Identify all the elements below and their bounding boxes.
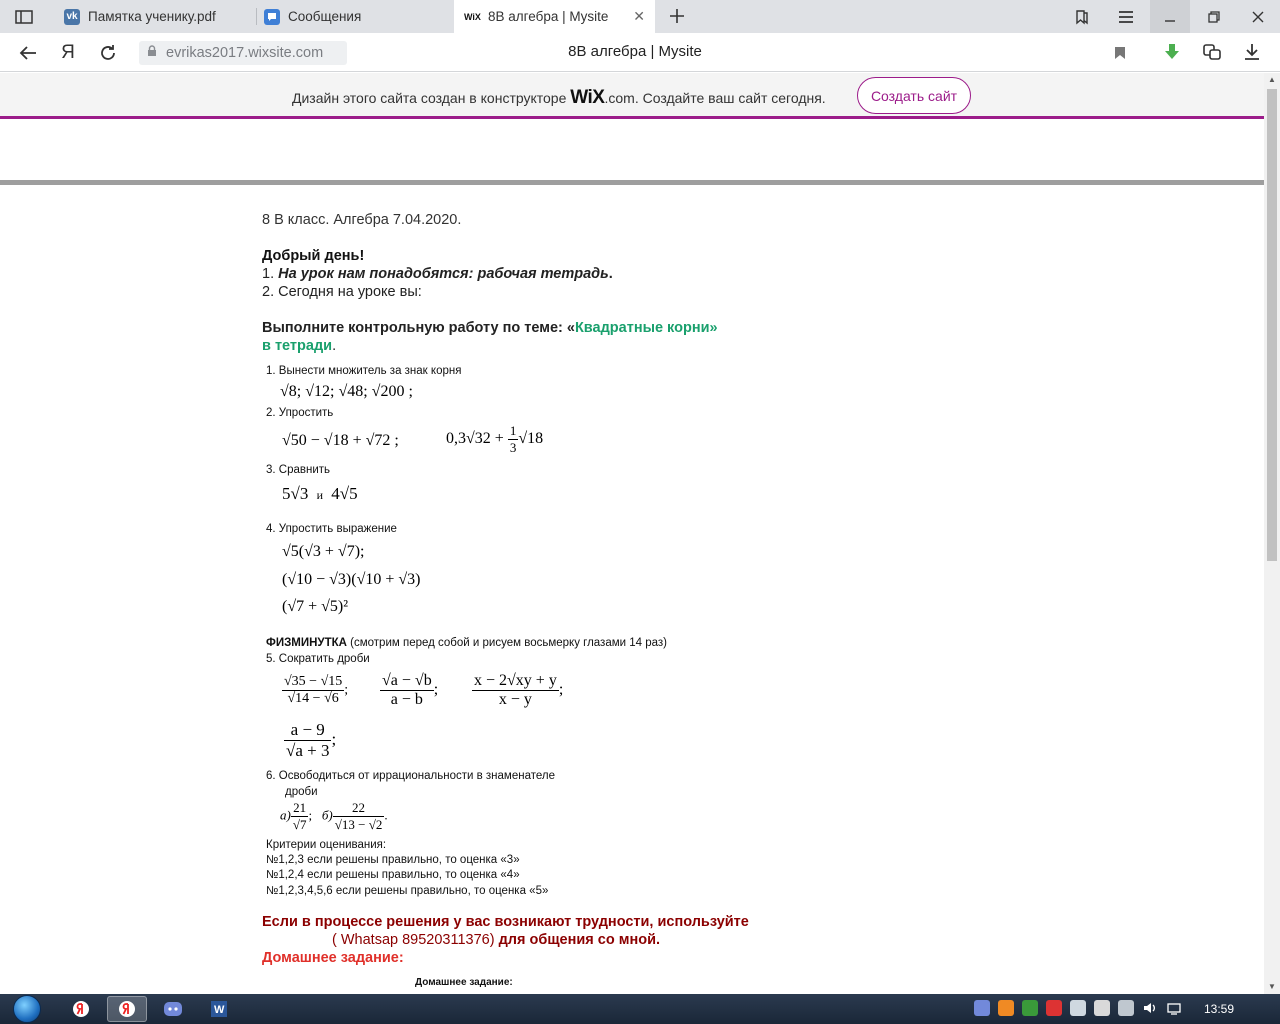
network-icon[interactable]	[1166, 1000, 1182, 1016]
task-topic: Квадратные корни»	[574, 320, 718, 336]
scroll-up-icon[interactable]: ▲	[1268, 75, 1276, 84]
page-title: 8В алгебра | Mysite	[568, 43, 702, 60]
criteria-title: Критерии оценивания:	[266, 839, 387, 851]
task-line-2-end: .	[332, 338, 337, 354]
question-6: 6. Освободиться от иррациональности в знаменателе	[266, 770, 555, 782]
task-prefix: Выполните контрольную работу по теме: «	[262, 320, 575, 336]
question-1: 1. Вынести множитель за знак корня	[266, 365, 462, 377]
fraction-denominator: x − y	[472, 690, 559, 709]
wix-banner-text	[292, 87, 826, 109]
task-line	[262, 320, 718, 336]
tray-app-icon[interactable]	[998, 1000, 1014, 1016]
tab-bar	[0, 0, 1280, 33]
menu-icon[interactable]	[1115, 6, 1137, 28]
tab-messages[interactable]	[260, 0, 455, 33]
taskbar	[0, 994, 1280, 1024]
tab-title: Сообщения	[288, 9, 362, 24]
taskbar-discord-icon[interactable]	[153, 996, 193, 1022]
windows-logo-icon	[13, 995, 41, 1023]
close-tab-icon[interactable]: ✕	[633, 8, 645, 24]
question-1-math: √8; √12; √48; √200 ;	[280, 383, 413, 400]
taskbar-clock[interactable]: 13:59	[1204, 1002, 1235, 1016]
fraction-numerator: √a − √b	[382, 672, 432, 689]
fraction	[291, 800, 309, 833]
fraction-denominator: 3	[509, 440, 517, 455]
fraction-numerator: 1	[509, 423, 517, 438]
fraction-denominator: a − b	[380, 690, 434, 709]
bookmark-icon[interactable]	[1110, 43, 1130, 63]
bookmarks-panel-icon[interactable]	[1071, 6, 1093, 28]
taskbar-yandex-icon[interactable]	[61, 996, 101, 1022]
fraction-numerator: x − 2√xy + y	[474, 672, 557, 689]
scroll-down-icon[interactable]: ▼	[1268, 982, 1276, 991]
tray-monitor-icon[interactable]	[1022, 1000, 1038, 1016]
tray-cloud-icon[interactable]	[1070, 1000, 1086, 1016]
help-line-1: Если в процессе решения у вас возникают трудности, используйте	[262, 914, 749, 930]
question-3-left: 5√3	[282, 484, 309, 503]
greeting: Добрый день!	[262, 248, 365, 264]
volume-icon[interactable]	[1142, 1000, 1158, 1016]
tab-divider	[256, 8, 257, 25]
help-phone: ( Whatsap 89520311376)	[332, 932, 495, 948]
web-page	[0, 73, 1264, 994]
question-4-math-2: (√10 − √3)(√10 + √3)	[282, 571, 421, 588]
help-line-2	[332, 932, 660, 948]
question-2-math-b-post: √18	[518, 430, 544, 448]
item-1-end: .	[608, 266, 613, 282]
new-tab-icon[interactable]	[666, 5, 688, 27]
criteria-2: №1,2,4 если решены правильно, то оценка «4»	[266, 869, 520, 881]
fraction	[333, 800, 385, 833]
tab-title: 8В алгебра | Mysite	[488, 9, 609, 24]
browser-toolbar	[0, 33, 1280, 72]
separator: ;	[331, 729, 337, 749]
close-window-icon[interactable]	[1238, 0, 1278, 33]
question-5-fraction-2	[380, 672, 438, 709]
fraction-denominator: √13 − √2	[334, 817, 383, 832]
question-2: 2. Упростить	[266, 407, 334, 419]
taskbar-word-icon[interactable]	[199, 996, 239, 1022]
fraction-denominator: √7	[292, 817, 307, 832]
question-6-a-label: а)	[280, 807, 291, 823]
fraction	[282, 674, 344, 707]
question-2-math-b-pre: 0,3√32 +	[446, 430, 508, 448]
fraction-denominator: √14 − √6	[282, 690, 344, 707]
svg-text:W: W	[214, 1004, 225, 1016]
question-3-right: 4√5	[331, 484, 358, 503]
fraction	[284, 720, 331, 761]
item-1-number: 1.	[262, 266, 279, 282]
question-5-fraction-1	[282, 674, 348, 707]
question-2-math-a: √50 − √18 + √72 ;	[282, 432, 399, 449]
criteria-1: №1,2,3 если решены правильно, то оценка «3»	[266, 854, 520, 866]
question-3: 3. Сравнить	[266, 464, 331, 476]
separator: ;	[344, 682, 349, 698]
tab-title: Памятка ученику.pdf	[88, 9, 216, 24]
fraction-numerator: 22	[352, 800, 366, 815]
help-text: для общения со мной.	[494, 932, 661, 948]
fraction-numerator: √35 − √15	[284, 674, 343, 689]
minimize-icon[interactable]	[1150, 0, 1190, 33]
homework-title: Домашнее задание:	[262, 950, 404, 966]
address-text: evrikas2017.wixsite.com	[166, 45, 324, 61]
download-protect-icon[interactable]	[1160, 40, 1184, 64]
question-5: 5. Сократить дроби	[266, 653, 370, 665]
wix-logo: WiX	[570, 87, 605, 108]
task-notebook: в тетради	[262, 338, 333, 354]
physminute-text: (смотрим перед собой и рисуем восьмерку глазами 14 раз)	[346, 637, 667, 649]
question-5-fraction-4	[284, 720, 336, 761]
start-button[interactable]	[8, 994, 46, 1024]
header-strip	[0, 180, 1264, 185]
task-line-2	[262, 338, 336, 354]
item-1-text: На урок нам понадобятся: рабочая тетрадь	[278, 266, 609, 282]
tray-antivirus-icon[interactable]	[1046, 1000, 1062, 1016]
yandex-icon[interactable]: Я	[61, 42, 75, 63]
tray-flag-icon[interactable]	[1094, 1000, 1110, 1016]
separator: ;	[558, 681, 564, 699]
question-2-fraction	[508, 423, 519, 456]
tabs-sidebar-icon[interactable]	[12, 7, 36, 27]
physminute-title: ФИЗМИНУТКА	[266, 637, 347, 649]
wix-banner-text-before: Дизайн этого сайта создан в конструкторе	[292, 90, 571, 106]
item-1	[262, 266, 613, 282]
restore-icon[interactable]	[1194, 0, 1234, 33]
homework-image-title: Домашнее задание:	[415, 977, 513, 988]
question-5-fraction-3	[472, 672, 563, 709]
fraction	[472, 672, 559, 709]
question-2-math-b	[446, 423, 543, 456]
messages-icon	[264, 9, 280, 25]
question-4-math-3: (√7 + √5)²	[282, 598, 349, 615]
fraction-numerator: 21	[293, 800, 307, 815]
tray-tools-icon[interactable]	[1118, 1000, 1134, 1016]
question-6-b-label: б)	[321, 807, 333, 823]
question-6-cont: дроби	[285, 786, 318, 798]
tab-pamyatka[interactable]	[60, 0, 255, 33]
downloads-icon[interactable]	[1240, 40, 1264, 64]
tray-discord-icon[interactable]	[974, 1000, 990, 1016]
date-line: 8 В класс. Алгебра 7.04.2020.	[262, 212, 462, 228]
scrollbar-thumb[interactable]	[1267, 89, 1277, 561]
criteria-3: №1,2,3,4,5,6 если решены правильно, то оценка «5»	[266, 885, 549, 897]
wix-banner-text-after: .com. Создайте ваш сайт сегодня.	[604, 90, 826, 106]
separator: ;	[308, 807, 313, 823]
vk-icon: vk	[64, 9, 80, 25]
taskbar-yandex-browser-icon[interactable]	[107, 996, 147, 1022]
question-4: 4. Упростить выражение	[266, 523, 397, 535]
wix-icon: WiX	[464, 11, 481, 22]
separator: ;	[433, 681, 439, 699]
fraction-numerator: a − 9	[290, 720, 325, 739]
vertical-scrollbar[interactable]	[1264, 73, 1280, 994]
tab-algebra[interactable]	[454, 0, 655, 33]
translate-icon[interactable]	[1200, 40, 1224, 64]
physminute	[266, 637, 667, 649]
question-4-math-1: √5(√3 + √7);	[282, 543, 365, 560]
question-6-math: а) $\frac{21}{√7}$ ; б) $\frac{22}{√13 - √2}$ .	[280, 800, 388, 832]
wix-banner	[0, 73, 1264, 119]
fraction	[380, 672, 434, 709]
question-3-math	[282, 484, 358, 504]
item-2: 2. Сегодня на уроке вы:	[262, 284, 422, 300]
question-3-and: и	[316, 488, 324, 502]
fraction-denominator: √a + 3	[286, 741, 330, 760]
create-site-button[interactable]: Создать сайт	[857, 77, 971, 114]
